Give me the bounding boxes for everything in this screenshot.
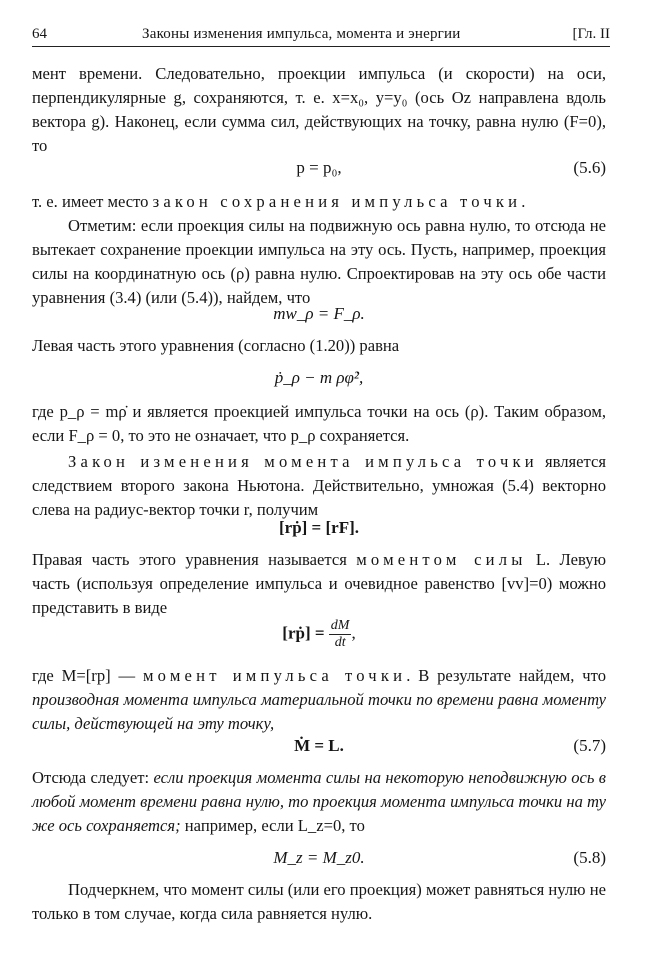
fraction-denominator: dt bbox=[334, 635, 346, 650]
equation-number-5-7: (5.7) bbox=[573, 736, 606, 755]
law-angular-momentum: Закон изменения момента импульса точки bbox=[68, 452, 538, 471]
paragraph-3: Отметим: если проекция силы на подвижную ось равна нулю, то отсюда не вытекает сохранение проекции импульса на эту ось. Пусть, например, проекция силы на координатную ось (ρ) равна нулю. Спроектировав на эту ось обе части уравнения (3.4) (или (5.4)), найдем, что bbox=[32, 216, 606, 307]
paragraph-7-text-a: Правая часть этого уравнения называется bbox=[32, 550, 357, 569]
page-number: 64 bbox=[32, 26, 47, 42]
equation-5-7: Ṁ = L. bbox=[294, 736, 344, 755]
paragraph-9-text-a: Отсюда следует: bbox=[32, 768, 154, 787]
paragraph-6-text: является следствием второго закона Ньютона. Действительно, умножая (5.4) векторно слева на радиус-вектор точки r, получим bbox=[32, 452, 606, 519]
paragraph-8 bbox=[32, 664, 606, 736]
paragraph-8-text-b: . В результате найдем, что bbox=[406, 666, 606, 685]
paragraph-6 bbox=[32, 450, 606, 522]
paragraph-7 bbox=[32, 548, 606, 620]
equation-rp: [rṗ] = [rF]. bbox=[278, 518, 359, 537]
equation-dm-dt-left: [rṗ] = bbox=[282, 623, 325, 643]
equation-5-6: p = p₀, bbox=[296, 158, 342, 177]
equation-dm-dt-tail: , bbox=[351, 623, 356, 643]
running-title: Законы изменения импульса, момента и энергии bbox=[142, 26, 461, 42]
paragraph-9-text-b: например, если L_z=0, то bbox=[180, 816, 365, 835]
paragraph-1: мент времени. Следовательно, проекции импульса (и скорости) на оси, перпендикулярные g, сохраняются, т. е. x=x₀, y=y₀ (ось Oz направлена вдоль вектора g). Наконец, если сумма сил, действующих на точку, равна нулю (F=0), то bbox=[32, 64, 606, 155]
paragraph-5: где p_ρ = mρ̇ и является проекцией импульса точки на ось (ρ). Таким образом, если F_ρ = 0, то это не означает, что p_ρ сохраняется. bbox=[32, 402, 606, 445]
equation-number-5-6: (5.6) bbox=[573, 158, 606, 177]
paragraph-4: Левая часть этого уравнения (согласно (1.20)) равна bbox=[32, 336, 400, 355]
term-angular-momentum: момент импульса точки bbox=[142, 666, 407, 685]
equation-5-8: M_z = M_z0. bbox=[273, 848, 365, 867]
law-impulse-conservation: закон сохранения импульса точки. bbox=[152, 192, 530, 211]
corollary-statement: если проекция момента силы на некоторую неподвижную ось в любой момент времени равна нулю, то проекция момента импульса точки на ту же ось сохраняется; bbox=[32, 768, 606, 835]
equation-number-5-8: (5.8) bbox=[573, 848, 606, 867]
term-moment-of-force: моментом силы bbox=[356, 550, 527, 569]
paragraph-9 bbox=[32, 766, 606, 838]
equation-dm-dt bbox=[32, 618, 606, 651]
fraction-numerator: dM bbox=[330, 618, 350, 633]
paragraph-7-text-b: L. Левую часть (используя определение импульса и очевидное равенство [vv]=0) можно представить в виде bbox=[32, 550, 606, 617]
equation-mw: mw_ρ = F_ρ. bbox=[273, 304, 365, 323]
chapter-label: [Гл. II bbox=[572, 26, 610, 42]
equation-pdot: ṗ_ρ − m ρφ̇², bbox=[274, 368, 364, 387]
paragraph-2-text: т. е. имеет место bbox=[32, 192, 153, 211]
theorem-statement: производная момента импульса материальной точки по времени равна моменту силы, действующей на эту точку, bbox=[32, 690, 606, 733]
paragraph-2 bbox=[32, 190, 606, 214]
fraction bbox=[329, 618, 352, 651]
running-header bbox=[32, 22, 610, 47]
paragraph-8-text-a: где M=[rp] — bbox=[32, 666, 143, 685]
paragraph-10: Подчеркнем, что момент силы (или его проекция) может равняться нулю не только в том случае, когда сила равняется нулю. bbox=[32, 880, 606, 923]
